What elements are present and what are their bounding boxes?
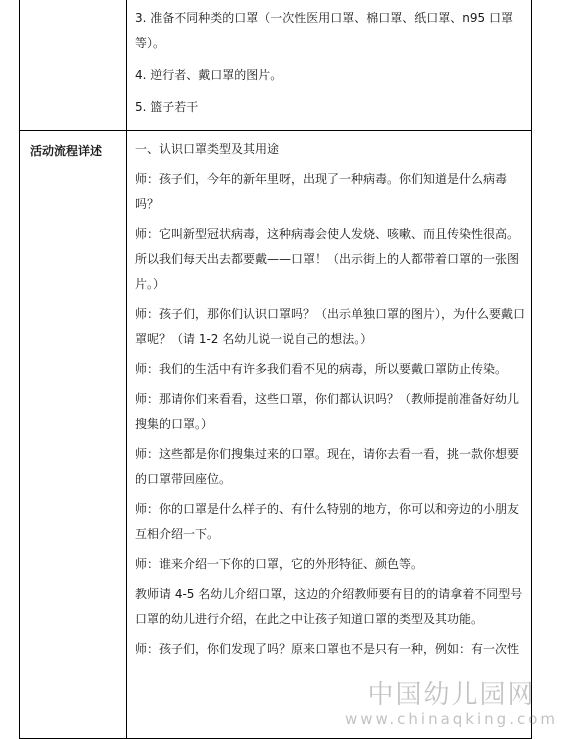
materials-item: 3. 准备不同种类的口罩（一次性医用口罩、棉口罩、纸口罩、n95 口罩等）。 (135, 11, 513, 50)
materials-item: 5. 篮子若干 (135, 100, 199, 114)
process-paragraph: 师：我们的生活中有许多我们看不见的病毒，所以要戴口罩防止传染。 (135, 362, 508, 376)
process-paragraph: 师：谁来介绍一下你的口罩，它的外形特征、颜色等。 (135, 557, 424, 571)
materials-item: 4. 逆行者、戴口罩的图片。 (135, 68, 283, 82)
watermark-site-name: 中国幼儿园网 (367, 680, 536, 710)
process-paragraph: 师：孩子们，你们发现了吗？原来口罩也不是只有一种，例如：有一次性 (135, 642, 520, 656)
process-paragraph: 师：它叫新型冠状病毒，这种病毒会使人发烧、咳嗽、而且传染性很高。所以我们每天出去都要戴——口罩！（出示街上的人都带着口罩的一张图片。） (135, 227, 520, 291)
process-label: 活动流程详述 (30, 144, 103, 158)
content-column (127, 0, 531, 738)
materials-list (135, 6, 525, 120)
process-content (135, 137, 525, 662)
row-divider (20, 130, 126, 131)
process-paragraph: 师：孩子们，那你们认识口罩吗？（出示单独口罩的图片），为什么要戴口罩呢？（请 1-2 名幼儿说一说自己的想法。） (135, 307, 526, 346)
process-heading: 一、认识口罩类型及其用途 (135, 142, 280, 156)
process-paragraph: 师：你的口罩是什么样子的、有什么特别的地方，你可以和旁边的小朋友互相介绍一下。 (135, 502, 520, 541)
label-column (20, 0, 127, 738)
row-divider (127, 130, 531, 131)
watermark-url: www.chinaqking.com (344, 710, 558, 728)
process-paragraph: 师：那请你们来看看，这些口罩，你们都认识吗？（教师提前准备好幼儿搜集的口罩。） (135, 392, 520, 431)
process-paragraph: 师：孩子们，今年的新年里呀，出现了一种病毒。你们知道是什么病毒吗？ (135, 172, 508, 211)
process-paragraph: 师：这些都是你们搜集过来的口罩。现在，请你去看一看，挑一款你想要的口罩带回座位。 (135, 447, 520, 486)
document-table (19, 0, 532, 739)
process-paragraph: 教师请 4-5 名幼儿介绍口罩，这边的介绍教师要有目的的请拿着不同型号口罩的幼儿进行介绍，在此之中让孩子知道口罩的类型及其功能。 (135, 587, 523, 626)
